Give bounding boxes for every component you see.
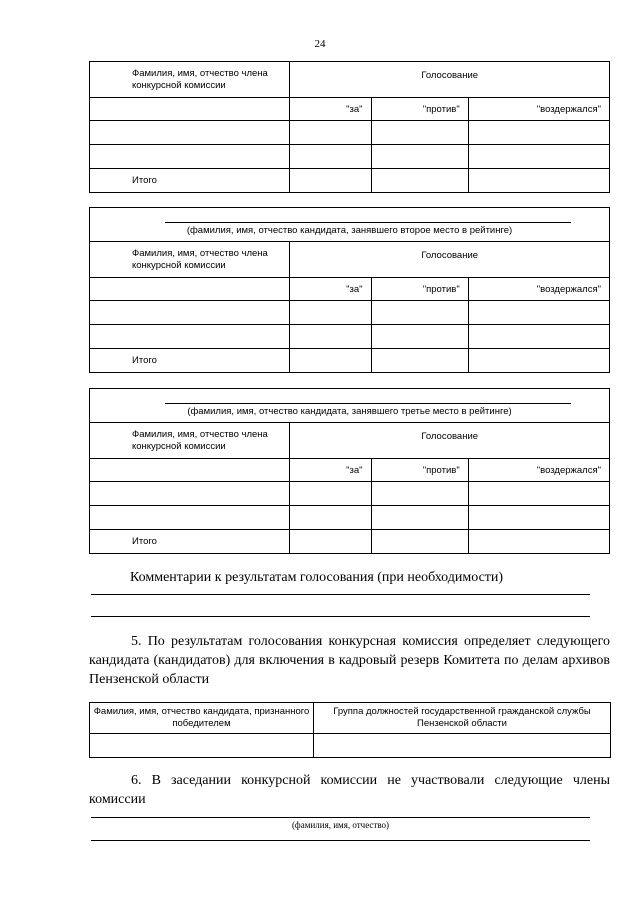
vote-against-header: "против" [371,278,468,301]
table-row [90,325,610,349]
signature-line [165,403,571,404]
vote-for-header: "за" [290,98,371,121]
section-5-text: 5. По результатам голосования конкурсная комиссия определяет следующего кандидата (кандидатов) для включения в кадровый резерв Комитета по делам архивов Пензенской области [89,634,610,687]
vote-table-third [89,388,610,554]
total-label: Итого [90,530,290,554]
table-row [90,121,610,145]
table-row [90,506,610,530]
member-name-header: Фамилия, имя, отчество члена конкурсной комиссии [90,423,290,459]
vote-for-header: "за" [290,459,371,482]
vote-abstain-header: "воздержался" [468,278,609,301]
vote-abstain-header: "воздержался" [468,459,609,482]
voting-header: Голосование [290,242,610,278]
total-row [90,530,610,554]
vote-for-header: "за" [290,278,371,301]
total-label: Итого [90,169,290,193]
voting-header: Голосование [290,62,610,98]
blank-line [91,616,590,617]
blank-line [91,840,590,841]
vote-table-second [89,207,610,373]
table-row [90,301,610,325]
winner-table [89,702,611,758]
candidate-name-cell [90,208,610,242]
total-row [90,169,610,193]
total-label: Итого [90,349,290,373]
signature-line [165,222,571,223]
voting-header: Голосование [290,423,610,459]
vote-table-first [89,61,610,193]
candidate-name-cell [90,389,610,423]
vote-against-header: "против" [371,98,468,121]
member-name-header: Фамилия, имя, отчество члена конкурсной комиссии [90,62,290,98]
third-place-caption: (фамилия, имя, отчество кандидата, занявшего третье место в рейтинге) [187,406,512,417]
blank-line [91,594,590,595]
table-row [90,734,611,758]
blank-line [91,817,590,818]
section-6-text: 6. В заседании конкурсной комиссии не участвовали следующие члены комиссии [89,773,610,807]
member-name-header: Фамилия, имя, отчество члена конкурсной комиссии [90,242,290,278]
fio-caption: (фамилия, имя, отчество) [291,820,390,830]
vote-abstain-header: "воздержался" [468,98,609,121]
vote-against-header: "против" [371,459,468,482]
second-place-caption: (фамилия, имя, отчество кандидата, занявшего второе место в рейтинге) [186,225,513,236]
table-row [90,145,610,169]
winner-name-header: Фамилия, имя, отчество кандидата, признанного победителем [90,703,314,734]
table-row [90,482,610,506]
page-number: 24 [314,38,326,50]
total-row [90,349,610,373]
position-group-header: Группа должностей государственной гражданской службы Пензенской области [314,703,611,734]
comments-label: Комментарии к результатам голосования (при необходимости) [130,570,504,585]
